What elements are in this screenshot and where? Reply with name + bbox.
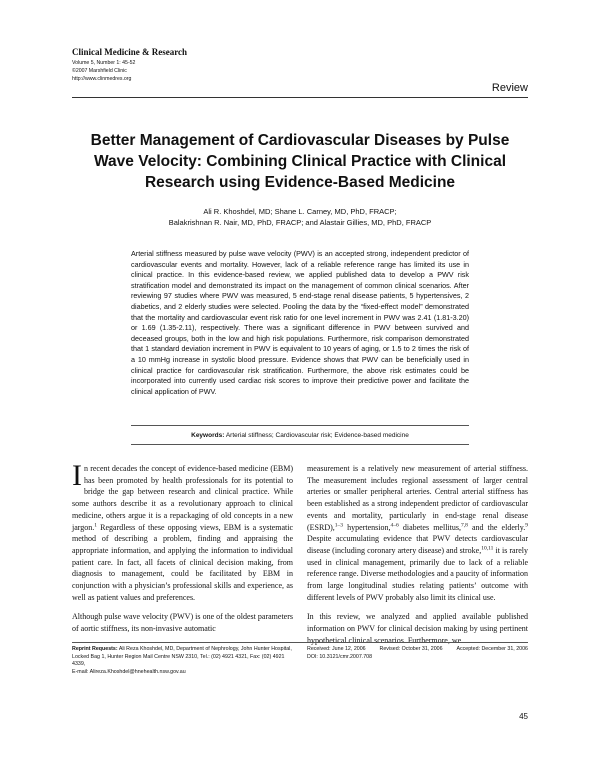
article-dates	[307, 646, 528, 661]
doi[interactable]: DOI: 10.3121/cmr.2007.708	[307, 653, 373, 660]
reference-marker[interactable]: 7,8	[460, 521, 468, 528]
abstract: Arterial stiffness measured by pulse wave velocity (PWV) is an accepted strong, independent predictor of cardiovascular events and mortality. However, lack of a reliable reference range has limited its use in clinical practice. In this evidence-based review, we applied published data to develop a PWV risk stratification model and demonstrated its impact on the management of common clinical scenarios. After reviewing 97 studies where PWV was measured, 5 end-stage renal disease patients, 5 hypertensives, 2 diabetics, and 2 elderly studies were selected. Pooling the data by the “fixed-effect model” demonstrated that the mortality and cardiovascular event risk ratio for one level increment in PWV was 2.41 (1.81-3.20) or 1.69 (1.35-2.11), respectively. There was a significant difference in PWV between survived and deceased groups, both in the low and high risk populations. Furthermore, risk comparison demonstrated that 1 standard deviation increment in PWV is equivalent to 10 years of aging, or 1.5 to 2 times the risk of a 10 mmHg increase in systolic blood pressure. Evidence shows that PWV can be beneficially used in clinical practice for cardiovascular risk stratification. Furthermore, the above risk estimates could be incorporated into currently used cardiac risk scores to improve their predictive power and facilitate the clinical application of PWV.	[131, 249, 469, 396]
author-line-1: Ali R. Khoshdel, MD; Shane L. Carney, MD, PhD, FRACP;	[203, 207, 397, 216]
body-column-right	[307, 463, 528, 655]
paragraph-text: measurement is a relatively new measurement of arterial stiffness. The measurement includes regional assessment of larger central arteries or smaller peripheral arteries. Central arterial stiffness has been established as a strong independent predictor of cardiovascular events and mortality, particularly in end-stage renal disease (ESRD),	[307, 464, 528, 532]
body-paragraph: Although pulse wave velocity (PWV) is one of the oldest parameters of aortic stiffness, its non-invasive automatic	[72, 612, 293, 634]
paragraph-text: hypertension,	[343, 522, 391, 532]
paragraph-text: Regardless of these opposing views, EBM is a systematic method of describing a problem, finding and appraising the appropriate information, and applying the information to individual patient care. In fact, all facets of clinical decision making, from diagnosis to management, could be facilitated by EBM in conjunction with a physician’s professional skills and experience, as well as patient values and preferences.	[72, 522, 293, 602]
paragraph-text: diabetes mellitus,	[398, 522, 461, 532]
keywords-label: Keywords:	[191, 432, 225, 439]
journal-meta	[72, 60, 135, 83]
body-column-left	[72, 459, 293, 643]
journal-copyright: ©2007 Marshfield Clinic	[72, 67, 127, 74]
reference-marker[interactable]: 4–6	[390, 521, 399, 528]
journal-volume: Volume 5, Number 1: 45-52	[72, 60, 136, 66]
footer-divider	[72, 642, 528, 643]
section-label: Review	[491, 82, 528, 94]
accepted-date: Accepted: December 31, 2006	[456, 646, 528, 652]
page-number: 45	[519, 712, 528, 721]
reference-marker[interactable]: 1	[94, 521, 98, 528]
paragraph-text: Despite accumulating evidence that PWV detects cardiovascular disease (including coronary artery disease) and stroke,	[307, 534, 528, 555]
paragraph-text: n recent decades the concept of evidence-based medicine (EBM) has been promoted by health professionals for its potential to bridge the gap between research and clinical practice. While some authors describe it as a revolutionary approach to clinical medicine, others argue it is a repackaging of old concepts in a new jargon.	[72, 464, 293, 532]
journal-url[interactable]: http://www.clinmedres.org	[72, 75, 132, 82]
reference-marker[interactable]: 10,11	[481, 545, 494, 552]
keywords	[131, 432, 469, 439]
body-paragraph: In this review, we analyzed and applied available published information on PWV for clinical decision making by using pertinent hypothetical clinical scenarios. Furthermore, we	[307, 612, 528, 645]
received-date: Received: June 12, 2006	[307, 646, 366, 652]
drop-cap: I	[72, 459, 82, 492]
paragraph-text: it is rarely used in clinical management, primarily due to lack of a reliable reference range. Diverse methodologies and a paucity of information from large longitudinal studies relating patients’ outcome with different levels of PWV probably also limit its clinical use.	[307, 545, 529, 602]
reprint-label: Reprint Requests:	[72, 646, 118, 652]
body-paragraph	[72, 459, 293, 603]
author-list	[72, 206, 528, 228]
journal-name: Clinical Medicine & Research	[72, 47, 188, 57]
header-divider	[72, 97, 528, 98]
reprint-requests	[72, 646, 293, 676]
contact-email[interactable]: E-mail: Alireza.Khoshdel@hnehealth.nsw.gov.au	[72, 668, 186, 675]
body-paragraph	[307, 463, 528, 603]
abstract-divider	[131, 425, 469, 426]
keywords-text: Arterial stiffness; Cardiovascular risk; Evidence-based medicine	[225, 432, 409, 439]
reference-marker[interactable]: 9	[525, 521, 528, 528]
revised-date: Revised: October 31, 2006	[379, 646, 443, 652]
keywords-divider	[131, 444, 469, 445]
author-line-2: Balakrishnan R. Nair, MD, PhD, FRACP; and Alastair Gillies, MD, PhD, FRACP	[168, 218, 432, 227]
reprint-address: Ali Reza Khoshdel, MD, Department of Nephrology, John Hunter Hospital, Locked Bag 1, Hunter Region Mail Centre NSW 2310, Tel.: (02) 4921 4321, Fax: (02) 4921 4339,	[72, 646, 292, 668]
article-title: Better Management of Cardiovascular Diseases by Pulse Wave Velocity: Combining Clinical Practice with Clinical Research using Evidence-Based Medicine	[90, 132, 510, 191]
paragraph-text: and the elderly.	[467, 522, 526, 532]
reference-marker[interactable]: 1–3	[334, 521, 344, 528]
